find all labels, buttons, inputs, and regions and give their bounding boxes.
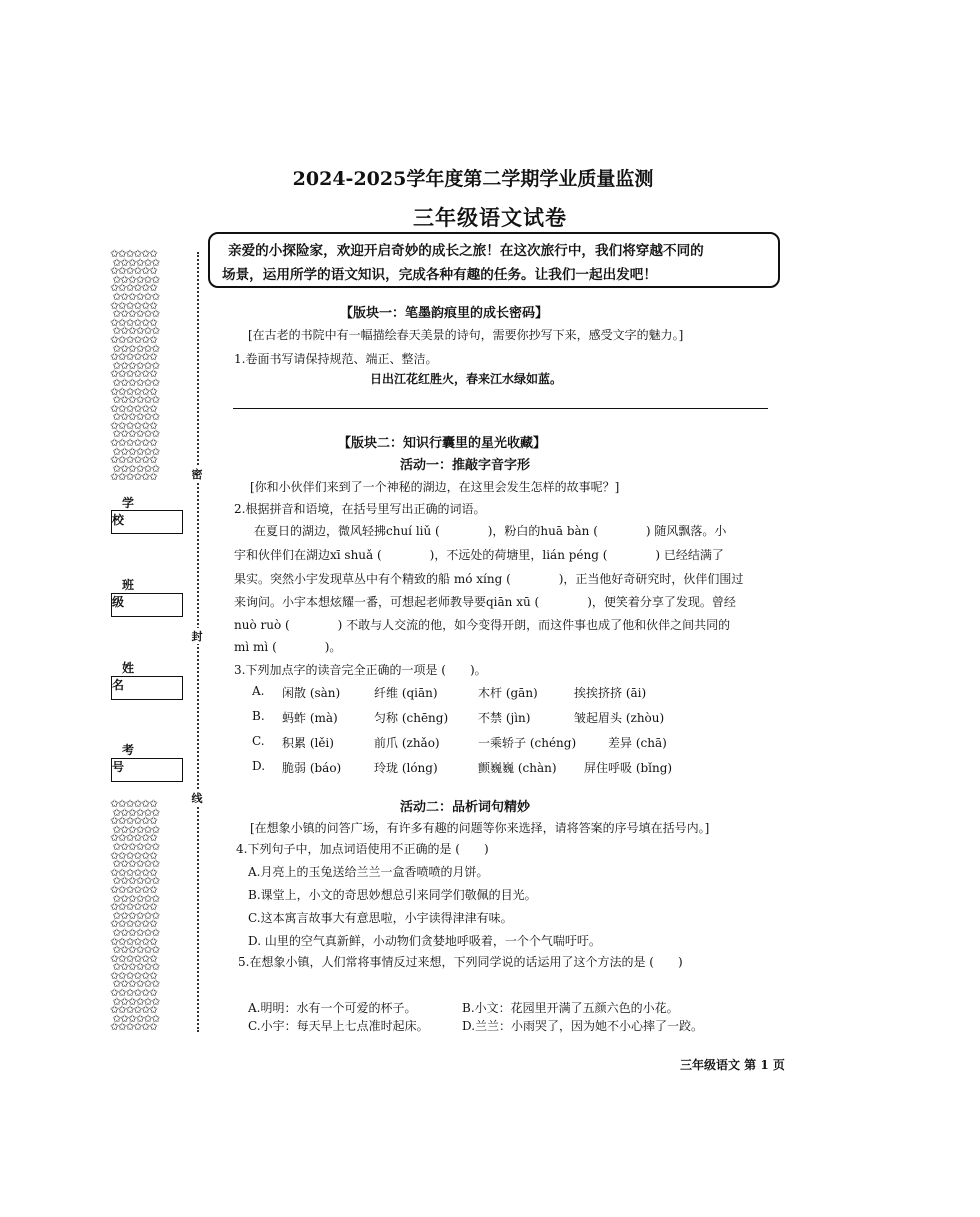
q2-line-1: 在夏日的湖边，微风轻拂chuí liǔ ( )，粉白的huā bàn ( ) 随风飘落。小 [254,524,727,538]
section1-title: 【版块一：笔墨韵痕里的成长密码】 [340,306,549,321]
writing-line [233,408,768,409]
q3-b-item: 皱起眉头 (zhòu) [574,711,665,725]
q3-c-item: 一乘轿子 (chéng) [478,736,577,750]
activity2-title: 活动二：品析词句精妙 [400,800,531,815]
q3-a-item: 闲散 (sàn) [282,686,341,700]
name-label: 姓名 [112,661,159,692]
question-3-stem: 3.下列加点字的读音完全正确的一项是 ( )。 [234,663,487,677]
q2-line-3: 果实。突然小宇发现草丛中有个精致的船 mó xíng ( )，正当他好奇研究时，伙伴们围过 [234,572,744,586]
q3-a-item: 挨挨挤挤 (āi) [574,686,647,700]
seal-char-xian: 线 [188,790,206,806]
question-2-stem: 2.根据拼音和语境，在括号里写出正确的词语。 [234,502,486,516]
q3-b-item: 匀称 (chēng) [374,711,449,725]
q3-a-item: 木杆 (gān) [478,686,538,700]
q4-option-d: D. 山里的空气真新鲜，小动物们贪婪地呼吸着，一个个气喘吁吁。 [248,934,601,948]
class-label: 班级 [112,578,159,609]
q5-option-b: B.小文：花园里开满了五颜六色的小花。 [462,1001,679,1015]
q4-option-b: B.课堂上，小文的奇思妙想总引来同学们敬佩的目光。 [248,888,537,902]
poem-line: 日出江花红胜火，春来江水绿如蓝。 [370,372,563,386]
q3-option-b [0,709,860,727]
intro-line-2: 场景，运用所学的语文知识，完成各种有趣的任务。让我们一起出发吧！ [222,267,657,283]
q3-a-label: A. [252,684,265,698]
q3-option-d [0,759,860,777]
q3-a-item: 纤维 (qiān) [374,686,438,700]
question-1: 1.卷面书写请保持规范、端正、整洁。 [234,352,438,366]
q5-option-a: A.明明：水有一个可爱的杯子。 [248,1001,417,1015]
q3-b-label: B. [252,709,265,723]
q3-b-item: 蚂蚱 (mà) [282,711,338,725]
q3-c-item: 积累 (lěi) [282,736,334,750]
q4-option-c: C.这本寓言故事大有意思啦，小宇读得津津有味。 [248,911,513,925]
exam-number-label: 考号 [112,743,159,774]
q3-d-item: 颤巍巍 (chàn) [478,761,557,775]
q3-c-item: 差异 (chā) [608,736,667,750]
q3-c-label: C. [252,734,265,748]
q3-d-label: D. [252,759,266,773]
q5-option-d: D.兰兰：小雨哭了，因为她不小心摔了一跤。 [462,1019,704,1033]
school-field[interactable] [111,510,183,534]
q3-d-item: 屏住呼吸 (bǐng) [584,761,673,775]
school-label: 学校 [112,496,159,527]
q2-line-2: 宇和伙伴们在湖边xī shuǎ ( )，不远处的荷塘里，lián péng ( ) 已经结满了 [234,548,724,562]
seal-char-mi: 密 [188,466,206,482]
exam-title: 2024-2025学年度第二学期学业质量监测 [292,168,654,190]
page-number: 三年级语文 第 1 页 [680,1058,785,1072]
q3-d-item: 脆弱 (báo) [282,761,342,775]
seal-char-feng: 封 [188,628,206,644]
section1-intro: [在古老的书院中有一幅描绘春天美景的诗句，需要你抄写下来，感受文字的魅力。] [248,328,684,342]
question-5-stem: 5.在想象小镇，人们常将事情反过来想，下列同学说的话运用了这个方法的是 ( ) [238,955,683,969]
class-field[interactable] [111,593,183,617]
activity1-title: 活动一：推敲字音字形 [400,458,531,473]
q2-line-6: mì mì ( )。 [234,640,342,654]
q5-option-c: C.小宇：每天早上七点准时起床。 [248,1019,429,1033]
section2-title: 【版块二：知识行囊里的星光收藏】 [338,436,547,451]
activity2-intro: [在想象小镇的问答广场，有许多有趣的问题等你来选择，请将答案的序号填在括号内。] [250,821,710,835]
q2-line-5: nuò ruò ( ) 不敢与人交流的他，如今变得开朗，而这件事也成了他和伙伴之间共同的 [234,618,731,632]
star-border-top: ✩✩✩✩✩✩ ✩✩✩✩✩✩ ✩✩✩✩✩✩ ✩✩✩✩✩✩ ✩✩✩✩✩✩ ✩✩✩✩✩✩ ✩✩✩✩✩✩ ✩✩✩✩✩✩ ✩✩✩✩✩✩ ✩✩✩✩✩✩ ✩✩✩✩✩✩ ✩✩✩✩✩✩ ✩✩✩✩✩✩ ✩✩✩✩✩✩ ✩✩✩✩✩✩ ✩✩✩✩✩✩ ✩✩✩✩✩✩ ✩✩✩✩✩✩ ✩✩✩✩✩✩ ✩✩✩✩✩✩ ✩✩✩✩✩✩ ✩✩✩✩✩✩ ✩✩✩✩✩✩ ✩✩✩✩✩✩ ✩✩✩✩✩✩ ✩✩✩✩✩✩ ✩✩✩✩✩✩ [110,248,160,484]
q3-b-item: 不禁 (jìn) [478,711,531,725]
question-4-stem: 4.下列句子中，加点词语使用不正确的是 ( ) [236,842,489,856]
q3-option-c [0,734,860,752]
q2-line-4: 来询问。小宇本想炫耀一番，可想起老师教导要qiān xū ( )，便笑着分享了发现。曾经 [234,595,736,609]
q3-option-a [0,684,860,702]
q3-c-item: 前爪 (zhǎo) [374,736,440,750]
intro-box [208,232,780,288]
activity1-intro: [你和小伙伴们来到了一个神秘的湖边，在这里会发生怎样的故事呢？] [250,480,620,494]
intro-line-1: 亲爱的小探险家，欢迎开启奇妙的成长之旅！在这次旅行中，我们将穿越不同的 [228,243,704,259]
star-border-bottom: ✩✩✩✩✩✩ ✩✩✩✩✩✩ ✩✩✩✩✩✩ ✩✩✩✩✩✩ ✩✩✩✩✩✩ ✩✩✩✩✩✩ ✩✩✩✩✩✩ ✩✩✩✩✩✩ ✩✩✩✩✩✩ ✩✩✩✩✩✩ ✩✩✩✩✩✩ ✩✩✩✩✩✩ ✩✩✩✩✩✩ ✩✩✩✩✩✩ ✩✩✩✩✩✩ ✩✩✩✩✩✩ ✩✩✩✩✩✩ ✩✩✩✩✩✩ ✩✩✩✩✩✩ ✩✩✩✩✩✩ ✩✩✩✩✩✩ ✩✩✩✩✩✩ ✩✩✩✩✩✩ ✩✩✩✩✩✩ ✩✩✩✩✩✩ ✩✩✩✩✩✩ ✩✩✩✩✩✩ [110,798,160,1034]
q4-option-a: A.月亮上的玉兔送给兰兰一盒香喷喷的月饼。 [248,865,489,879]
exam-subtitle: 三年级语文试卷 [413,205,567,230]
q3-d-item: 玲珑 (lóng) [374,761,438,775]
